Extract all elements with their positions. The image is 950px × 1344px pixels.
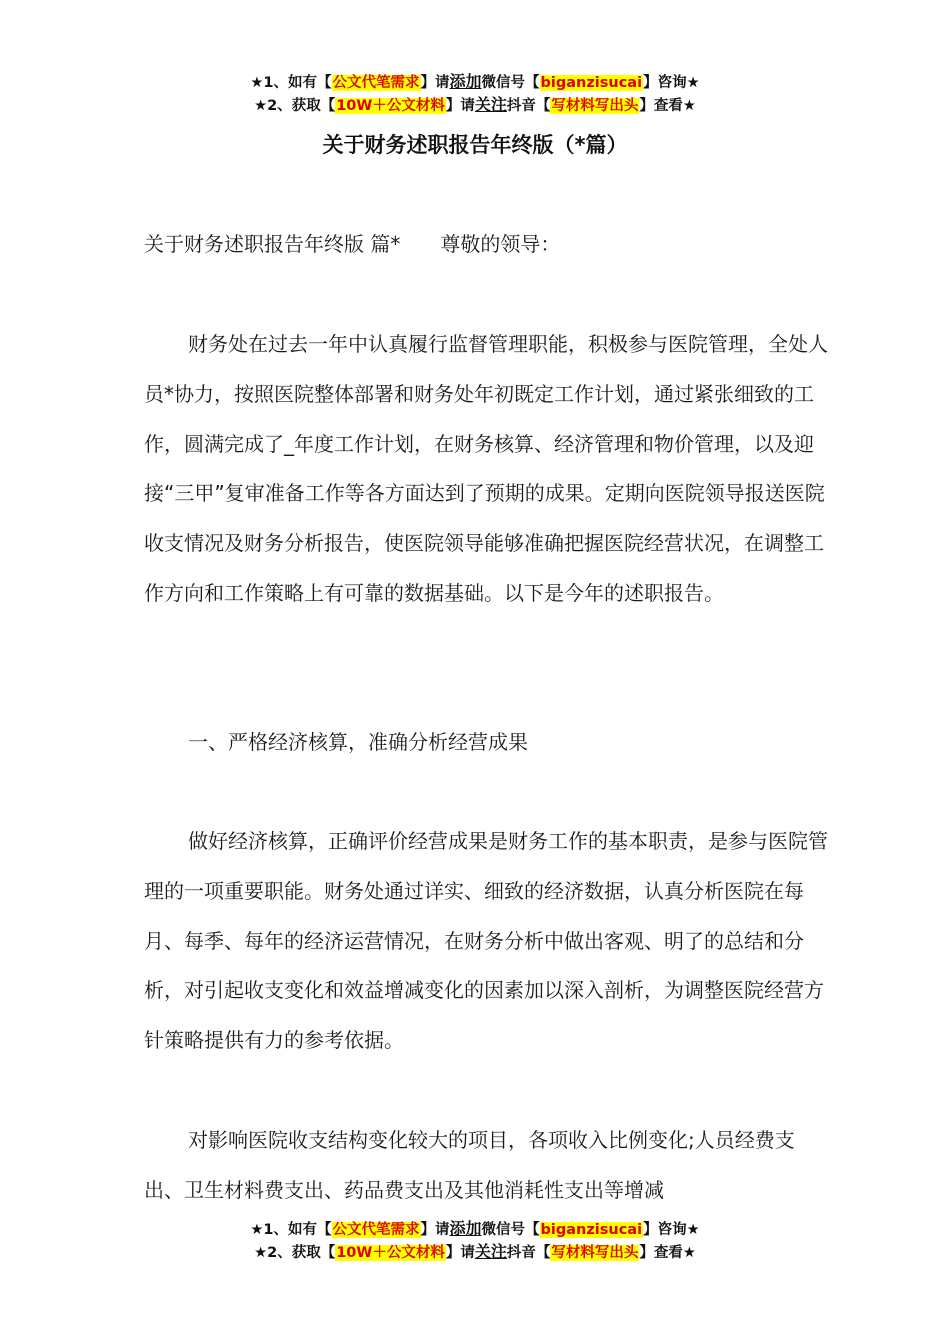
promo-text: 微信号【 bbox=[481, 75, 540, 91]
promo-highlight: 公文代笔需求 bbox=[332, 75, 420, 91]
promo-emphasis: 关注 bbox=[474, 1242, 507, 1261]
footer-promo-banner bbox=[0, 1217, 950, 1263]
promo-douyin-account: 写材料写出头 bbox=[551, 1245, 639, 1261]
promo-text: 】咨询★ bbox=[643, 75, 700, 91]
promo-emphasis: 关注 bbox=[474, 95, 507, 114]
promo-line-1 bbox=[0, 1217, 950, 1240]
paragraph-income-structure: 对影响医院收支结构变化较大的项目，各项收入比例变化;人员经费支出、卫生材料费支出、药品费支出及其他消耗性支出等增减 bbox=[144, 1128, 795, 1202]
promo-wechat-id: biganzisucai bbox=[540, 1222, 643, 1238]
document-opening: 关于财务述职报告年终版 篇* 尊敬的领导： bbox=[144, 232, 561, 256]
promo-highlight: 10W＋公文材料 bbox=[336, 98, 445, 114]
promo-text: 抖音【 bbox=[506, 1245, 551, 1261]
promo-douyin-account: 写材料写出头 bbox=[551, 98, 639, 114]
section-heading-1: 一、严格经济核算，准确分析经营成果 bbox=[188, 730, 528, 754]
promo-text: 】请 bbox=[445, 1245, 475, 1261]
promo-text: 】请 bbox=[445, 98, 475, 114]
paragraph-accounting: 做好经济核算，正确评价经营成果是财务工作的基本职责，是参与医院管理的一项重要职能。财务处通过详实、细致的经济数据，认真分析医院在每月、每季、每年的经济运营情况，在财务分析中做出客观、明了的总结和分析，对引起收支变化和效益增减变化的因素加以深入剖析，为调整医院经营方针策略提供有力的参考依据。 bbox=[144, 829, 828, 1053]
promo-line-2 bbox=[0, 1240, 950, 1263]
promo-text: 】请 bbox=[420, 75, 450, 91]
promo-text: 微信号【 bbox=[481, 1222, 540, 1238]
promo-wechat-id: biganzisucai bbox=[540, 75, 643, 91]
promo-text: ★2、获取【 bbox=[254, 1245, 336, 1261]
promo-highlight: 10W＋公文材料 bbox=[336, 1245, 445, 1261]
promo-line-1 bbox=[0, 70, 950, 93]
promo-text: 】请 bbox=[420, 1222, 450, 1238]
promo-highlight: 公文代笔需求 bbox=[332, 1222, 420, 1238]
document-title: 关于财务述职报告年终版（*篇） bbox=[322, 133, 628, 157]
promo-line-2 bbox=[0, 93, 950, 116]
header-promo-banner bbox=[0, 70, 950, 116]
promo-text: 】查看★ bbox=[639, 1245, 696, 1261]
promo-text: ★2、获取【 bbox=[254, 98, 336, 114]
promo-emphasis: 添加 bbox=[449, 1219, 482, 1238]
promo-text: 抖音【 bbox=[506, 98, 551, 114]
paragraph-intro: 财务处在过去一年中认真履行监督管理职能，积极参与医院管理，全处人员*协力，按照医院整体部署和财务处年初既定工作计划，通过紧张细致的工作，圆满完成了_年度工作计划，在财务核算、经济管理和物价管理，以及迎接“三甲”复审准备工作等各方面达到了预期的成果。定期向医院领导报送医院收支情况及财务分析报告，使医院领导能够准确把握医院经营状况，在调整工作方向和工作策略上有可靠的数据基础。以下是今年的述职报告。 bbox=[144, 332, 828, 605]
promo-text: ★1、如有【 bbox=[250, 75, 332, 91]
promo-text: ★1、如有【 bbox=[250, 1222, 332, 1238]
promo-emphasis: 添加 bbox=[449, 72, 482, 91]
promo-text: 】咨询★ bbox=[643, 1222, 700, 1238]
promo-text: 】查看★ bbox=[639, 98, 696, 114]
